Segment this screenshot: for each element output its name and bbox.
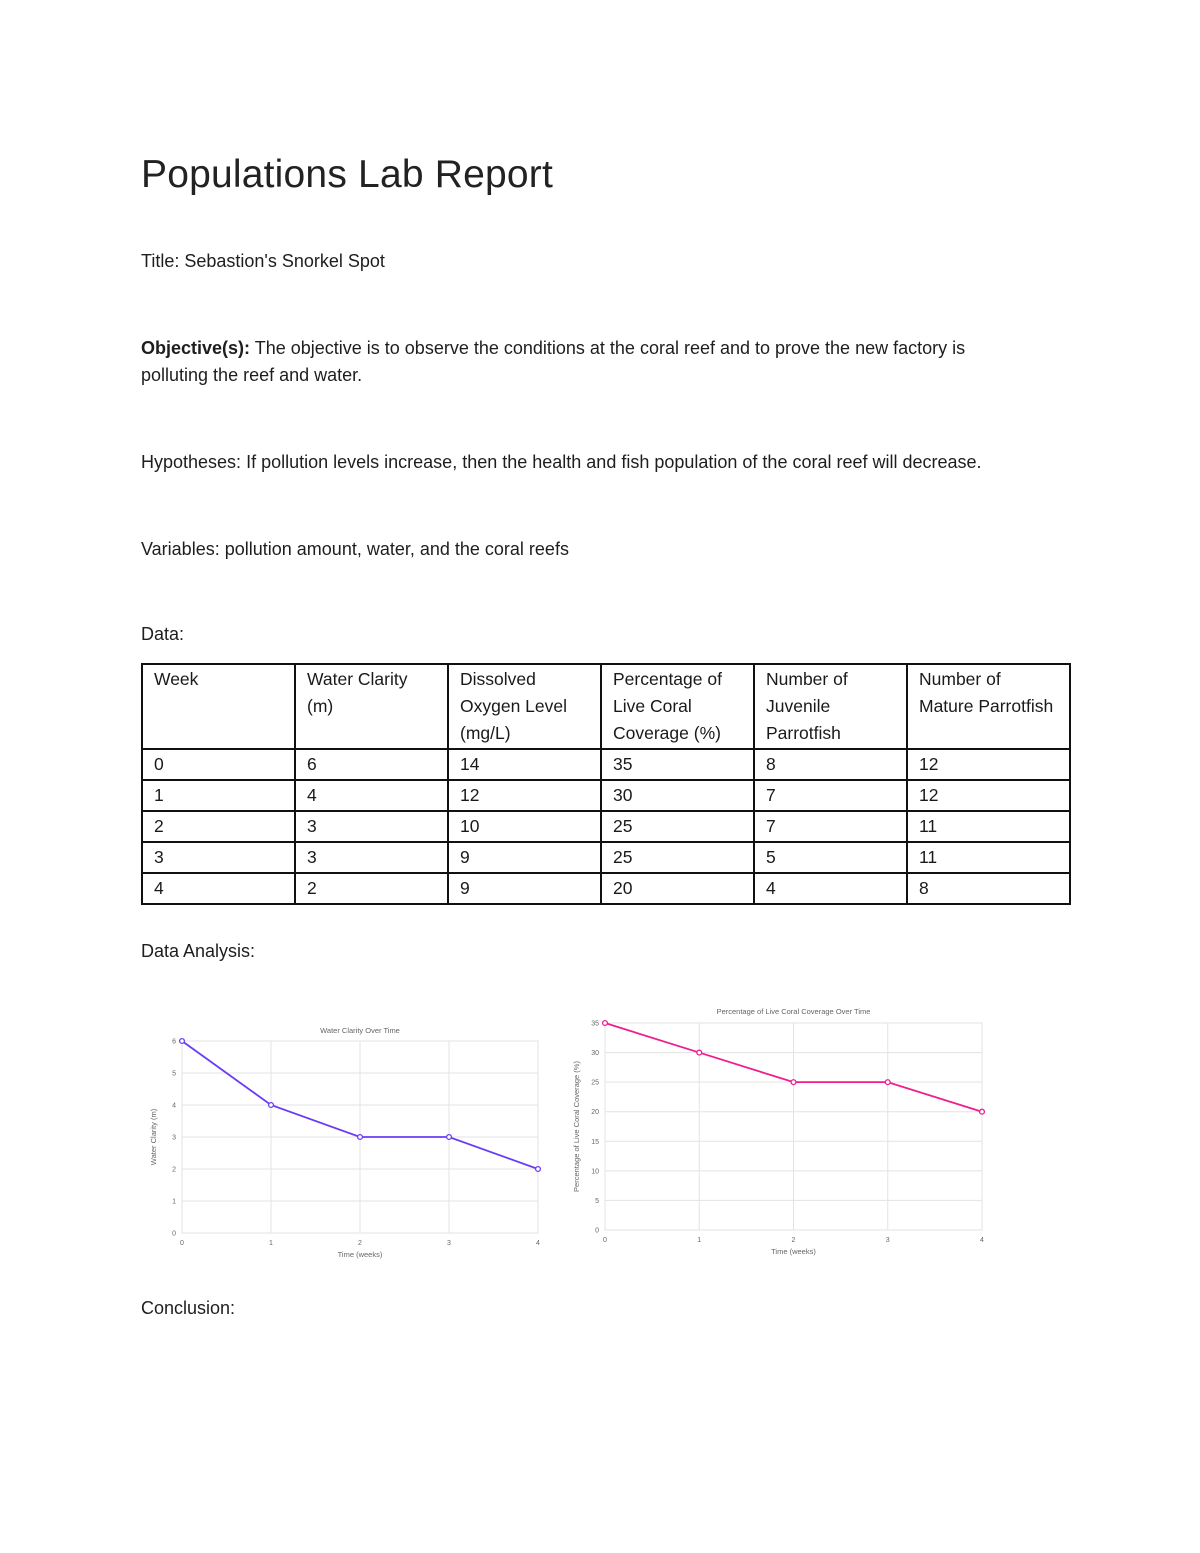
table-cell: 1 — [142, 780, 295, 811]
report-title-label: Title: — [141, 251, 180, 271]
y-tick-label: 5 — [595, 1197, 599, 1205]
data-point — [180, 1039, 185, 1044]
table-cell: 25 — [601, 811, 754, 842]
y-tick-label: 5 — [172, 1070, 176, 1078]
table-cell: 10 — [448, 811, 601, 842]
data-point — [791, 1080, 796, 1085]
column-header: Week — [142, 664, 295, 749]
table-cell: 4 — [295, 780, 448, 811]
y-tick-label: 6 — [172, 1038, 176, 1046]
variables-label: Variables: — [141, 539, 220, 559]
conclusion-label: Conclusion: — [141, 1298, 236, 1318]
objective-label: Objective(s): — [141, 338, 251, 358]
x-tick-label: 1 — [697, 1237, 702, 1244]
data-analysis-label: Data Analysis: — [141, 941, 256, 961]
column-header: Number of Juvenile Parrotfish — [754, 664, 907, 749]
table-cell: 3 — [142, 842, 295, 873]
table-cell: 11 — [907, 842, 1070, 873]
y-tick-label: 1 — [172, 1198, 176, 1206]
table-row — [142, 873, 1070, 904]
x-tick-label: 0 — [180, 1240, 184, 1247]
table-cell: 11 — [907, 811, 1070, 842]
x-tick-label: 3 — [885, 1237, 890, 1244]
column-header: Number of Mature Parrotfish — [907, 664, 1070, 749]
data-section-label: Data: — [141, 624, 185, 644]
hypotheses-text: If pollution levels increase, then the health and fish population of the coral reef will decrease. — [246, 452, 982, 472]
x-tick-label: 1 — [269, 1240, 273, 1247]
chart-title: Percentage of Live Coral Coverage Over Time — [716, 1007, 871, 1016]
y-tick-label: 20 — [591, 1109, 599, 1117]
table-cell: 3 — [295, 842, 448, 873]
table-cell: 7 — [754, 780, 907, 811]
table-cell: 4 — [754, 873, 907, 904]
table-cell: 4 — [142, 873, 295, 904]
table-row — [142, 842, 1070, 873]
data-point — [697, 1050, 702, 1055]
hypotheses-paragraph — [141, 449, 1061, 476]
x-tick-label: 4 — [980, 1237, 984, 1244]
objective-paragraph — [141, 335, 1021, 389]
data-point — [358, 1135, 363, 1140]
table-cell: 12 — [448, 780, 601, 811]
table-cell: 6 — [295, 749, 448, 780]
table-header-row — [142, 664, 1070, 749]
x-tick-label: 3 — [447, 1240, 451, 1247]
table-cell: 12 — [907, 780, 1070, 811]
table-cell: 8 — [907, 873, 1070, 904]
x-axis-label: Time (weeks) — [337, 1250, 383, 1259]
y-tick-label: 15 — [591, 1138, 599, 1146]
table-cell: 12 — [907, 749, 1070, 780]
y-tick-label: 10 — [591, 1168, 599, 1176]
x-tick-label: 0 — [603, 1237, 607, 1244]
table-cell: 35 — [601, 749, 754, 780]
table-cell: 2 — [295, 873, 448, 904]
y-axis-label: Percentage of Live Coral Coverage (%) — [572, 1061, 581, 1192]
table-cell: 25 — [601, 842, 754, 873]
table-cell: 3 — [295, 811, 448, 842]
column-header: Dissolved Oxygen Level (mg/L) — [448, 664, 601, 749]
table-cell: 2 — [142, 811, 295, 842]
table-cell: 30 — [601, 780, 754, 811]
coral-coverage-chart — [565, 1000, 1005, 1265]
table-row — [142, 780, 1070, 811]
data-table — [141, 663, 1071, 905]
y-tick-label: 25 — [591, 1079, 599, 1087]
y-axis-label: Water Clarity (m) — [149, 1108, 158, 1166]
x-axis-label: Time (weeks) — [771, 1247, 816, 1256]
data-point — [447, 1135, 452, 1140]
objective-text: The objective is to observe the conditions at the coral reef and to prove the new factory is polluting the reef and water. — [141, 338, 966, 385]
report-title-text: Sebastion's Snorkel Spot — [184, 251, 385, 271]
variables-text: pollution amount, water, and the coral reefs — [224, 539, 569, 559]
chart-title: Water Clarity Over Time — [320, 1026, 400, 1035]
y-tick-label: 35 — [591, 1020, 599, 1028]
table-cell: 0 — [142, 749, 295, 780]
y-tick-label: 30 — [591, 1050, 599, 1058]
column-header: Water Clarity (m) — [295, 664, 448, 749]
y-tick-label: 4 — [172, 1102, 176, 1110]
hypotheses-label: Hypotheses: — [141, 452, 242, 472]
x-tick-label: 2 — [791, 1237, 796, 1244]
data-point — [885, 1080, 890, 1085]
table-cell: 7 — [754, 811, 907, 842]
table-row — [142, 749, 1070, 780]
table-cell: 8 — [754, 749, 907, 780]
data-point — [603, 1021, 608, 1026]
table-cell: 9 — [448, 842, 601, 873]
report-title-line — [141, 248, 1041, 275]
x-tick-label: 2 — [358, 1240, 362, 1247]
y-tick-label: 0 — [595, 1227, 599, 1235]
column-header: Percentage of Live Coral Coverage (%) — [601, 664, 754, 749]
table-cell: 5 — [754, 842, 907, 873]
data-point — [980, 1109, 985, 1114]
table-cell: 20 — [601, 873, 754, 904]
table-cell: 9 — [448, 873, 601, 904]
data-point — [536, 1167, 541, 1172]
y-tick-label: 0 — [172, 1230, 176, 1238]
water-clarity-chart — [140, 1015, 560, 1265]
x-tick-label: 4 — [536, 1240, 540, 1247]
table-row — [142, 811, 1070, 842]
page-title: Populations Lab Report — [141, 153, 554, 196]
y-tick-label: 2 — [172, 1166, 176, 1174]
y-tick-label: 3 — [172, 1134, 176, 1142]
variables-paragraph — [141, 536, 1041, 563]
data-point — [269, 1103, 274, 1108]
table-cell: 14 — [448, 749, 601, 780]
